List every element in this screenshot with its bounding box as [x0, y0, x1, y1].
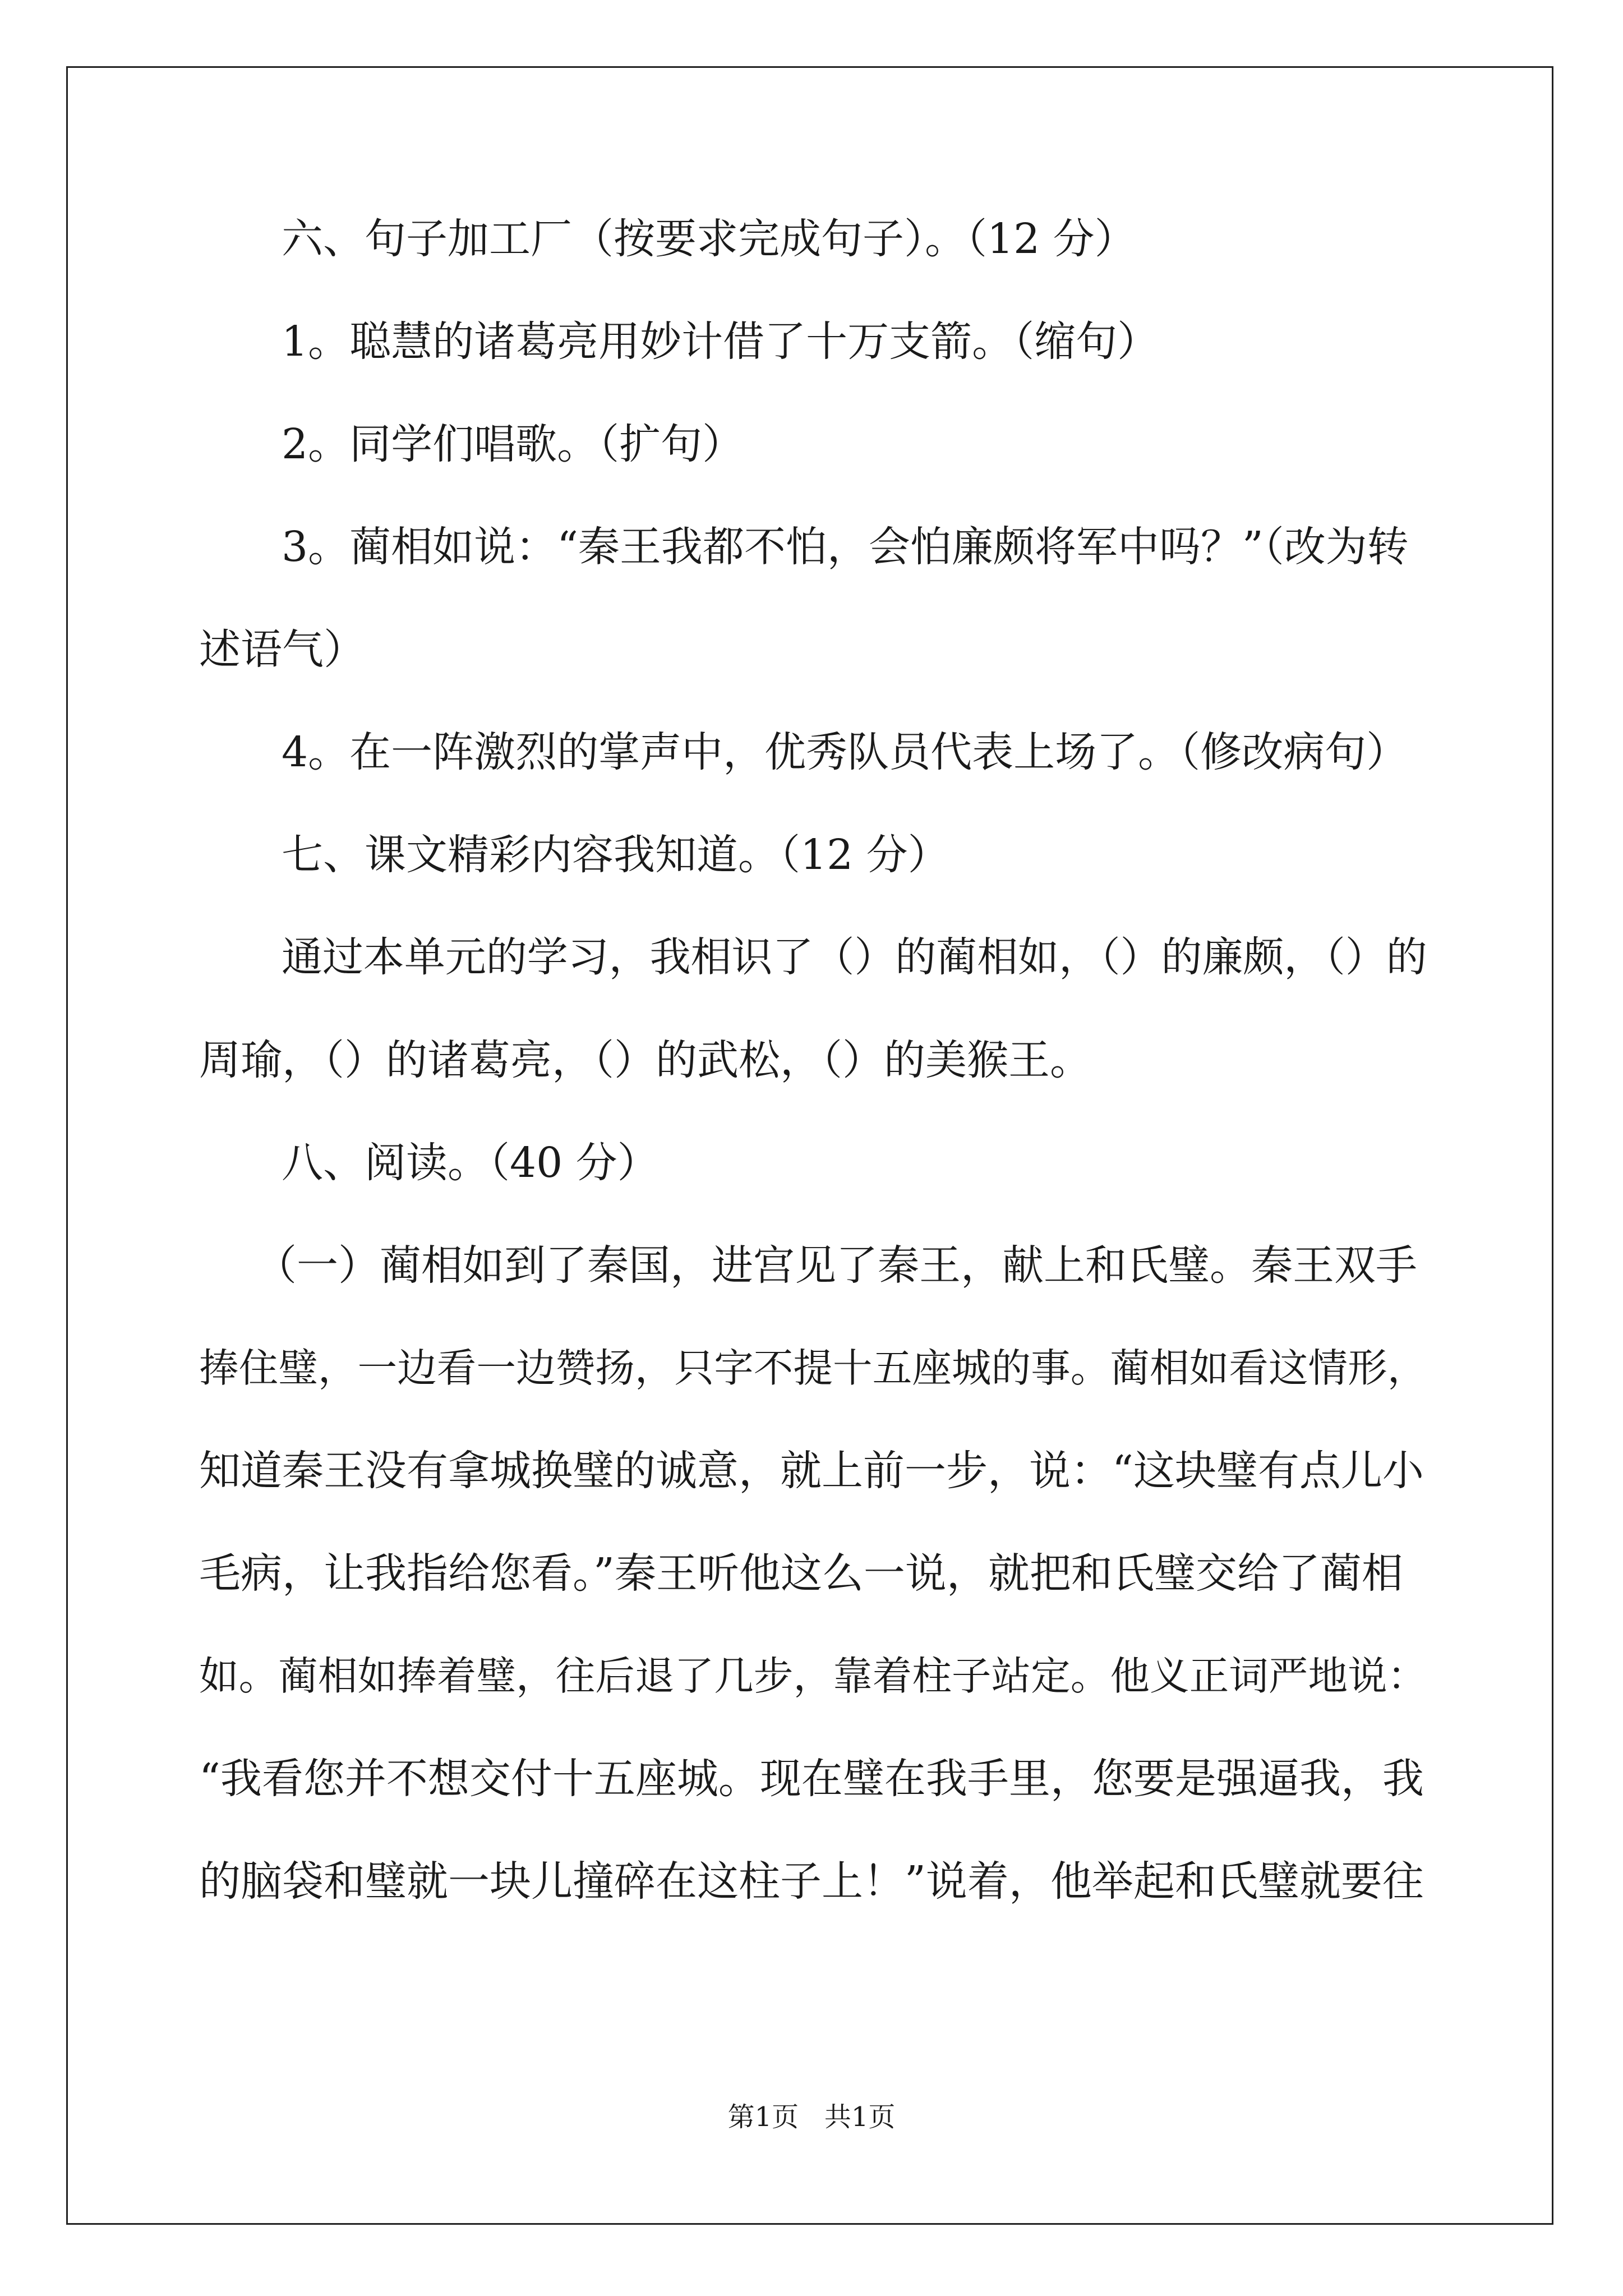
question-4: 4。在一阵激烈的掌声中，优秀队员代表上场了。（修改病句） [282, 728, 1408, 776]
question-3: 3。蔺相如说：“秦王我都不怕，会怕廉颇将军中吗？”（改为转 [282, 523, 1409, 571]
question-1: 1。聪慧的诸葛亮用妙计借了十万支箭。（缩句） [282, 318, 1159, 366]
fill-in-line-2: 周瑜，（）的诸葛亮，（）的武松，（）的美猴王。 [199, 1036, 1091, 1084]
question-2: 2。同学们唱歌。（扩句） [282, 420, 744, 468]
reading-passage-line-6: “我看您并不想交付十五座城。现在璧在我手里，您要是强逼我，我 [199, 1755, 1424, 1803]
reading-passage-line-4: 毛病，让我指给您看。”秦王听他这么一说，就把和氏璧交给了蔺相 [199, 1549, 1403, 1598]
section-heading-8: 八、阅读。（40 分） [282, 1139, 659, 1187]
section-heading-7: 七、课文精彩内容我知道。（12 分） [282, 831, 949, 879]
reading-passage-line-2: 捧住璧，一边看一边赞扬，只字不提十五座城的事。蔺相如看这情形， [199, 1345, 1427, 1391]
reading-passage-line-3: 知道秦王没有拿城换璧的诚意，就上前一步，说：“这块璧有点儿小 [199, 1447, 1424, 1495]
reading-passage-line-5: 如。蔺相如捧着璧，往后退了几步，靠着柱子站定。他义正词严地说： [199, 1653, 1427, 1699]
fill-in-line-1: 通过本单元的学习，我相识了（）的蔺相如，（）的廉颇，（）的 [282, 933, 1427, 981]
page-footer: 第1页 共1页 [727, 2101, 896, 2133]
reading-passage-line-1: （一）蔺相如到了秦国，进宫见了秦王，献上和氏璧。秦王双手 [255, 1241, 1417, 1290]
question-3-continued: 述语气） [199, 625, 365, 674]
reading-passage-line-7: 的脑袋和璧就一块儿撞碎在这柱子上！”说着，他举起和氏璧就要往 [199, 1857, 1424, 1906]
section-heading-6: 六、句子加工厂（按要求完成句子）。（12 分） [282, 215, 1136, 263]
